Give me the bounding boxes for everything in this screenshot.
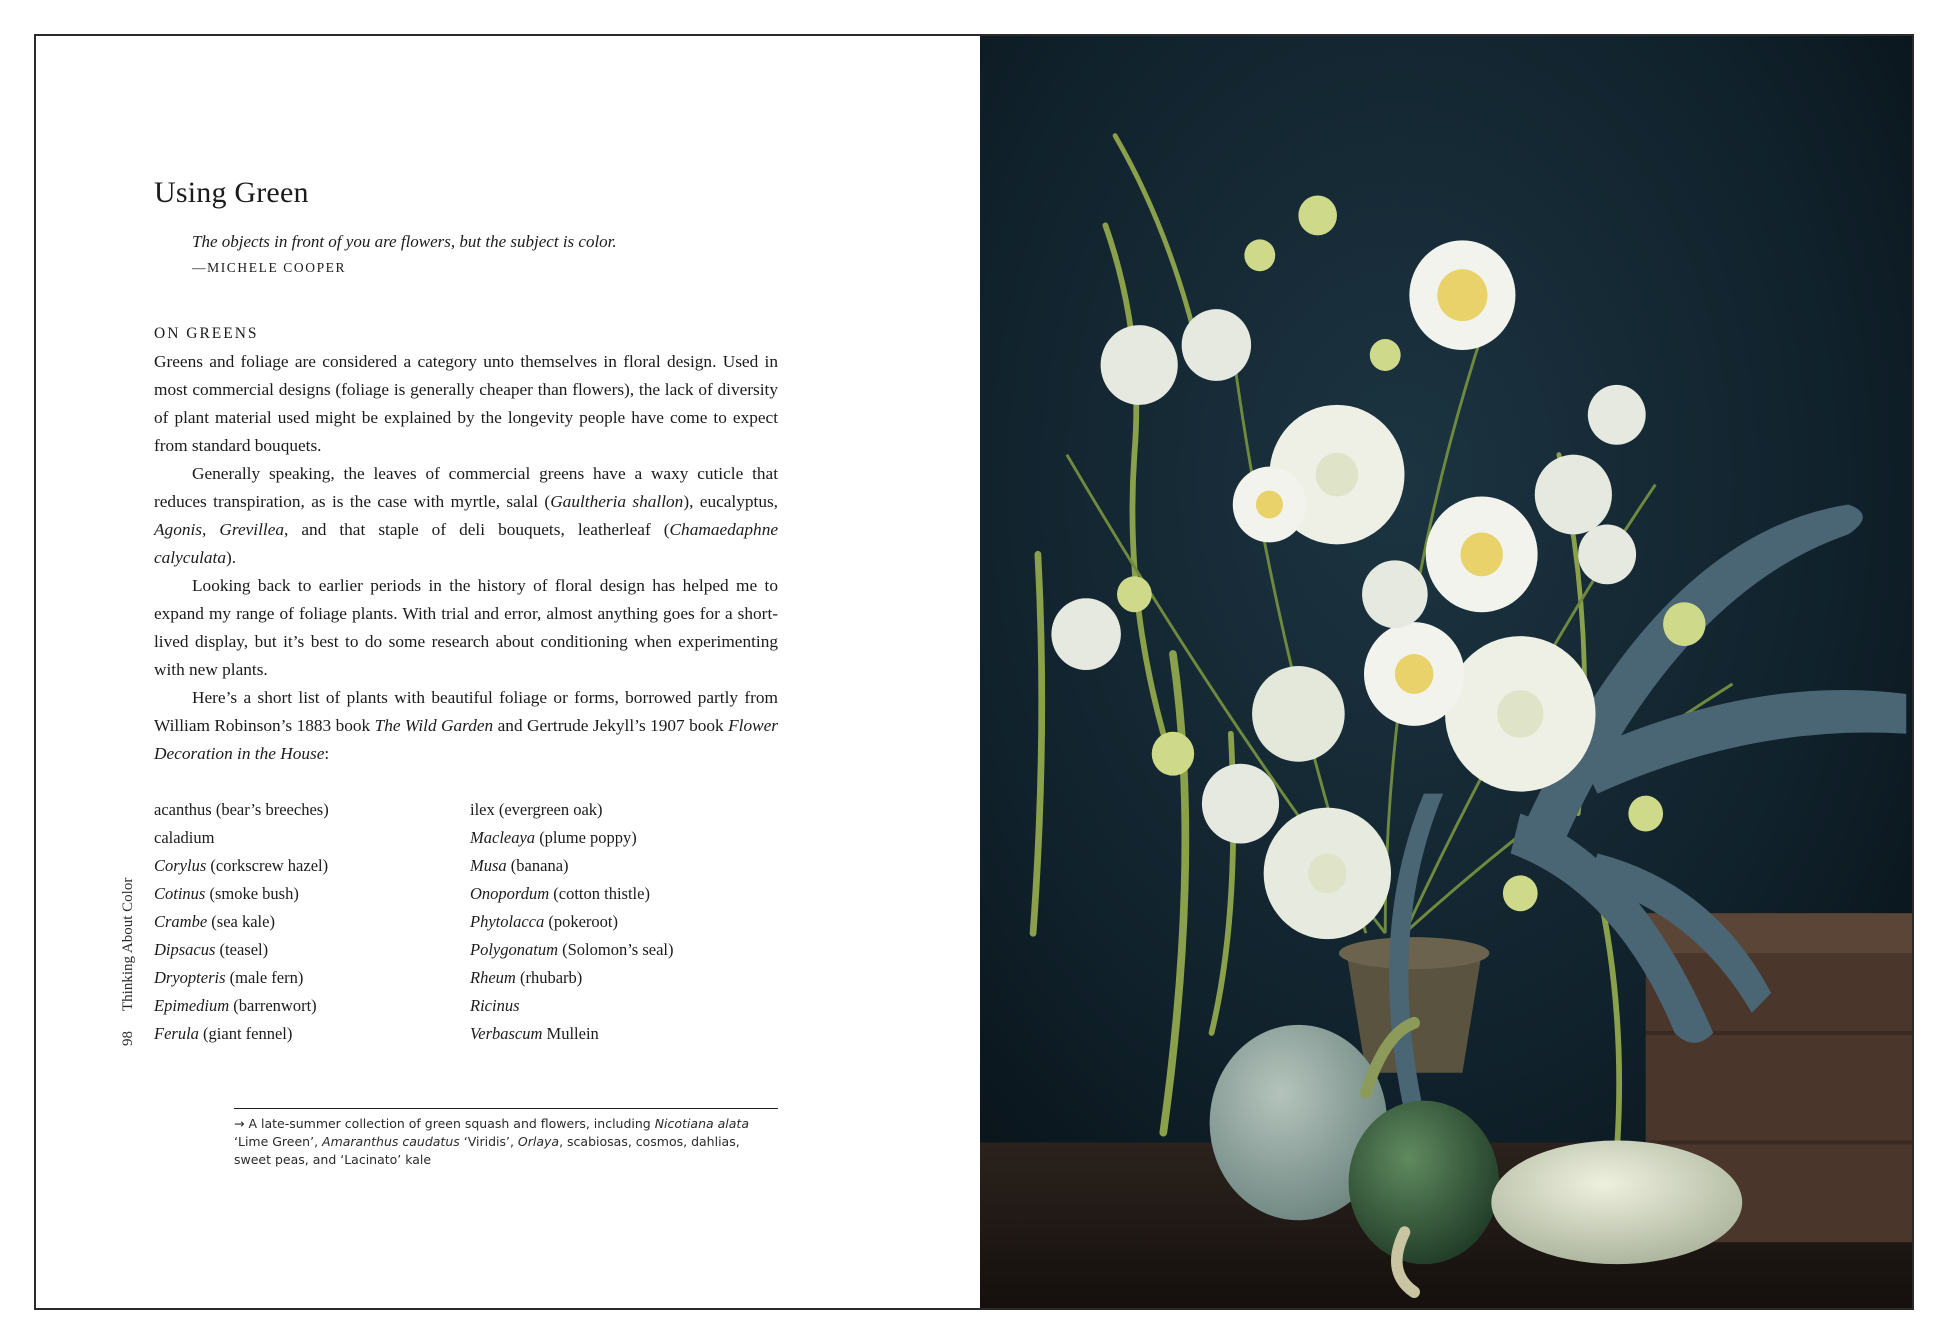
plant-latin-name: Ricinus bbox=[470, 996, 520, 1015]
plant-common-name: acanthus (bear’s breeches) bbox=[154, 800, 329, 819]
plant-common-name: Mullein bbox=[542, 1024, 599, 1043]
plant-list-column-right bbox=[470, 796, 778, 1048]
plant-list-item bbox=[154, 936, 470, 964]
plant-latin-name: Dryopteris bbox=[154, 968, 226, 987]
text-column bbox=[154, 176, 778, 1048]
still-life-photo bbox=[980, 36, 1912, 1308]
paragraph-1: Greens and foliage are considered a category unto themselves in floral design. Used in most commercial designs (foliage is generally cheaper than flowers), the lack of diversity of plant material used might be explained by the longevity people have come to expect from standard bouquets. bbox=[154, 352, 778, 455]
photo-caption: → A late-summer collection of green squash and flowers, including Nicotiana alata ‘Lime Green’, Amaranthus caudatus ‘Viridis’, Orlaya, scabiosas, cosmos, dahlias, sweet peas, and ‘Lacinato’ kale bbox=[234, 1108, 778, 1169]
plant-list-item bbox=[154, 1020, 470, 1048]
left-page bbox=[36, 36, 980, 1308]
photo-page bbox=[980, 36, 1912, 1308]
plant-list-item bbox=[154, 796, 470, 824]
plant-list-item bbox=[154, 964, 470, 992]
green-squash bbox=[1349, 1101, 1500, 1264]
paragraph-2: Generally speaking, the leaves of commercial greens have a waxy cuticle that reduces transpiration, as is the case with myrtle, salal (Gaultheria shallon), eucalyptus, Agonis, Grevillea, and that staple of deli bouquets, leatherleaf (Chamaedaphne calyculata). bbox=[154, 464, 779, 567]
plant-list bbox=[154, 796, 778, 1048]
plant-list-item bbox=[154, 824, 470, 852]
plant-latin-name: Polygonatum bbox=[470, 940, 558, 959]
plant-list-item bbox=[470, 964, 778, 992]
plant-common-name: (male fern) bbox=[225, 968, 304, 987]
plant-latin-name: Macleaya bbox=[470, 828, 536, 847]
plant-common-name: (Solomon’s seal) bbox=[558, 940, 674, 959]
plant-common-name: (banana) bbox=[506, 856, 569, 875]
plant-common-name: ilex (evergreen oak) bbox=[470, 800, 603, 819]
plant-list-column-left bbox=[154, 796, 470, 1048]
plant-common-name: (sea kale) bbox=[207, 912, 275, 931]
epigraph-attribution: —MICHELE COOPER bbox=[192, 260, 347, 275]
plant-list-item bbox=[470, 824, 778, 852]
plant-common-name: (corkscrew hazel) bbox=[206, 856, 329, 875]
plant-common-name: (giant fennel) bbox=[198, 1024, 293, 1043]
paragraph-4: Here’s a short list of plants with beautiful foliage or forms, borrowed partly from William Robinson’s 1883 book The Wild Garden and Gertrude Jekyll’s 1907 book Flower Decoration in the House: bbox=[154, 688, 779, 763]
plant-common-name: (barrenwort) bbox=[229, 996, 317, 1015]
page-number: 98 bbox=[120, 1031, 136, 1046]
plant-list-item bbox=[470, 992, 778, 1020]
chapter-title: Using Green bbox=[154, 176, 309, 209]
running-head bbox=[120, 878, 137, 1046]
plant-common-name: (pokeroot) bbox=[544, 912, 618, 931]
plant-latin-name: Dipsacus bbox=[154, 940, 216, 959]
plant-list-item bbox=[470, 796, 778, 824]
plant-latin-name: Ferula bbox=[154, 1024, 199, 1043]
plant-list-item bbox=[154, 852, 470, 880]
plant-latin-name: Cotinus bbox=[154, 884, 206, 903]
plant-latin-name: Musa bbox=[470, 856, 507, 875]
plant-list-item bbox=[470, 908, 778, 936]
plant-latin-name: Phytolacca bbox=[470, 912, 545, 931]
body-text bbox=[154, 348, 778, 768]
plant-common-name: caladium bbox=[154, 828, 215, 847]
running-head-title: Thinking About Color bbox=[120, 877, 136, 1011]
book-spread bbox=[34, 34, 1914, 1310]
plant-list-item bbox=[154, 992, 470, 1020]
epigraph-quote: The objects in front of you are flowers, but the subject is color. bbox=[192, 232, 617, 251]
plant-latin-name: Rheum bbox=[470, 968, 516, 987]
plant-list-item bbox=[470, 936, 778, 964]
plant-list-item bbox=[154, 908, 470, 936]
plant-list-item bbox=[470, 880, 778, 908]
plant-latin-name: Onopordum bbox=[470, 884, 550, 903]
plant-common-name: (cotton thistle) bbox=[549, 884, 650, 903]
paragraph-3: Looking back to earlier periods in the history of floral design has helped me to expand my range of foliage plants. With trial and error, almost anything goes for a short-lived display, but it’s best to do some research about conditioning when experimenting with new plants. bbox=[154, 576, 778, 679]
plant-latin-name: Crambe bbox=[154, 912, 208, 931]
plant-common-name: (plume poppy) bbox=[535, 828, 637, 847]
plant-latin-name: Epimedium bbox=[154, 996, 230, 1015]
plant-latin-name: Verbascum bbox=[470, 1024, 543, 1043]
pattypan-squash bbox=[1491, 1141, 1742, 1265]
plant-common-name: (rhubarb) bbox=[515, 968, 583, 987]
plant-latin-name: Corylus bbox=[154, 856, 207, 875]
plant-common-name: (teasel) bbox=[215, 940, 269, 959]
section-heading: ON GREENS bbox=[154, 325, 259, 342]
plant-common-name: (smoke bush) bbox=[205, 884, 299, 903]
plant-list-item bbox=[470, 1020, 778, 1048]
plant-list-item bbox=[154, 880, 470, 908]
plant-list-item bbox=[470, 852, 778, 880]
